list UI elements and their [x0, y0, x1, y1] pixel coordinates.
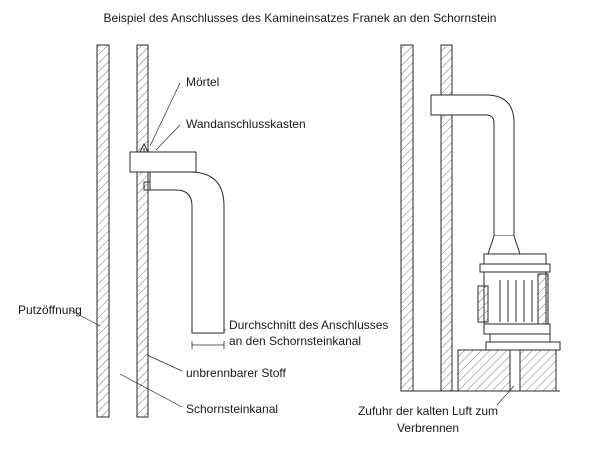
flue-collar: [488, 236, 520, 254]
label-moertel: Mörtel: [186, 75, 220, 89]
label-schornsteinkanal: Schornsteinkanal: [186, 402, 279, 416]
air-duct: [510, 350, 520, 391]
leader-wandanschlusskasten: [156, 125, 180, 150]
label-unbrennbarer-stoff: unbrennbarer Stoff: [186, 366, 286, 380]
leader-unbrennbarer-stoff: [147, 355, 182, 371]
pedestal-right: [520, 350, 556, 391]
connection-pipe: [150, 172, 224, 333]
label-zufuhr-2: Verbrennen: [396, 421, 460, 435]
left-wall-outer: [97, 45, 109, 417]
label-wandanschlusskasten: Wandanschlusskasten: [186, 117, 306, 131]
pedestal-left: [458, 350, 510, 391]
left-diagram: [70, 45, 226, 417]
label-durchschnitt-2: an den Schornsteinkanal: [229, 334, 362, 348]
insert-side-panel: [478, 286, 488, 322]
right-diagram: [401, 45, 560, 405]
chimney-wall-left: [137, 45, 148, 417]
insert-door: [538, 274, 548, 324]
label-putzoeffnung: Putzöffnung: [18, 303, 82, 317]
mortar-lower: [144, 182, 150, 190]
label-zufuhr-1: Zufuhr der kalten Luft zum: [357, 404, 499, 418]
leader-schornsteinkanal: [120, 374, 182, 407]
diagram-title: Beispiel des Anschlusses des Kamineinsatzes Franek an den Schornstein: [103, 11, 497, 25]
right-wall-outer: [401, 45, 413, 391]
right-flue-pipe: [452, 95, 514, 236]
wall-connection-box: [130, 152, 196, 172]
label-durchschnitt-1: Durchschnitt des Anschlusses: [229, 318, 389, 332]
leader-moertel: [150, 83, 180, 146]
